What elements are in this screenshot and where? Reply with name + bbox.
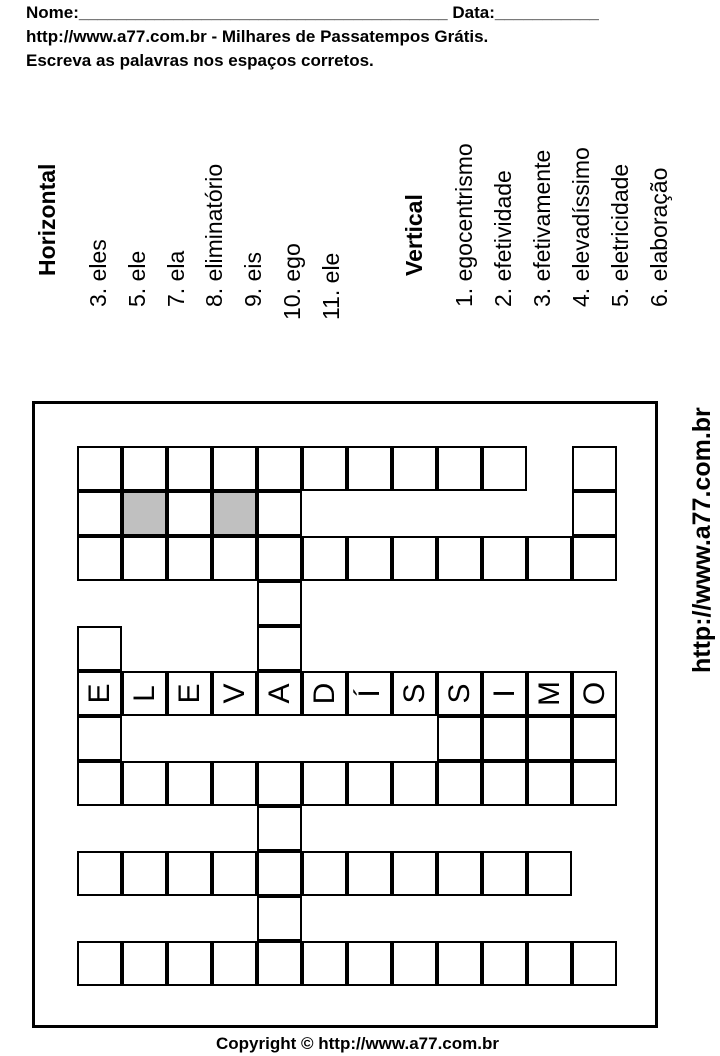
crossword-cell[interactable] [122, 536, 167, 581]
crossword-cell[interactable] [122, 851, 167, 896]
cell-letter: L [127, 685, 161, 702]
vertical-clue: 6. elaboração [646, 167, 672, 307]
crossword-cell[interactable] [257, 536, 302, 581]
crossword-cell[interactable] [527, 671, 572, 716]
crossword-cell[interactable] [122, 446, 167, 491]
crossword-cell[interactable] [392, 851, 437, 896]
crossword-cell[interactable] [392, 761, 437, 806]
crossword-cell[interactable] [77, 716, 122, 761]
crossword-cell[interactable] [257, 806, 302, 851]
crossword-cell[interactable] [437, 716, 482, 761]
site-line: http://www.a77.com.br - Milhares de Passatempos Grátis. [26, 27, 489, 46]
crossword-cell[interactable] [122, 671, 167, 716]
crossword-cell[interactable] [347, 941, 392, 986]
instructions: Escreva as palavras nos espaços corretos. [26, 51, 374, 70]
crossword-cell[interactable] [257, 626, 302, 671]
crossword-cell[interactable] [122, 491, 167, 536]
crossword-cell[interactable] [347, 536, 392, 581]
crossword-cell[interactable] [437, 536, 482, 581]
crossword-cell[interactable] [527, 536, 572, 581]
crossword-cell[interactable] [167, 671, 212, 716]
crossword-cell[interactable] [212, 851, 257, 896]
side-url: http://www.a77.com.br [688, 407, 716, 673]
vertical-clue: 5. eletricidade [607, 163, 633, 307]
cell-letter: S [442, 683, 476, 704]
cell-letter: M [532, 681, 566, 706]
crossword-cell[interactable] [437, 446, 482, 491]
crossword-cell[interactable] [167, 941, 212, 986]
crossword-cell[interactable] [257, 851, 302, 896]
horizontal-clue: 8. eliminatório [201, 163, 227, 307]
crossword-cell[interactable] [122, 941, 167, 986]
cell-letter: O [577, 681, 611, 706]
crossword-cell[interactable] [257, 671, 302, 716]
vertical-clue: 1. egocentrismo [451, 143, 477, 307]
crossword-cell[interactable] [572, 536, 617, 581]
crossword-cell[interactable] [572, 671, 617, 716]
horizontal-clue: 11. ele [318, 252, 344, 320]
crossword-cell[interactable] [77, 941, 122, 986]
crossword-cell[interactable] [572, 716, 617, 761]
crossword-cell[interactable] [437, 851, 482, 896]
crossword-cell[interactable] [77, 536, 122, 581]
crossword-cell[interactable] [302, 671, 347, 716]
crossword-cell[interactable] [77, 761, 122, 806]
crossword-cell[interactable] [77, 446, 122, 491]
crossword-cell[interactable] [482, 761, 527, 806]
vertical-clue: 2. efetividade [490, 170, 516, 307]
crossword-cell[interactable] [167, 761, 212, 806]
crossword-cell[interactable] [167, 851, 212, 896]
crossword-cell[interactable] [77, 626, 122, 671]
crossword-cell[interactable] [167, 446, 212, 491]
horizontal-clue: 9. eis [240, 252, 266, 307]
crossword-cell[interactable] [572, 761, 617, 806]
crossword-cell[interactable] [257, 491, 302, 536]
crossword-cell[interactable] [257, 941, 302, 986]
crossword-cell[interactable] [392, 536, 437, 581]
crossword-cell[interactable] [167, 491, 212, 536]
crossword-cell[interactable] [437, 761, 482, 806]
crossword-cell[interactable] [212, 761, 257, 806]
cell-letter: E [82, 683, 116, 704]
crossword-cell[interactable] [302, 761, 347, 806]
crossword-cell[interactable] [302, 851, 347, 896]
crossword-cell[interactable] [257, 896, 302, 941]
crossword-cell[interactable] [167, 536, 212, 581]
cell-letter: I [487, 689, 521, 698]
crossword-cell[interactable] [482, 671, 527, 716]
cell-letter: V [217, 683, 251, 704]
horizontal-clue: 3. eles [85, 239, 111, 307]
crossword-cell[interactable] [347, 851, 392, 896]
crossword-cell[interactable] [257, 761, 302, 806]
crossword-cell[interactable] [212, 941, 257, 986]
crossword-cell[interactable] [77, 491, 122, 536]
crossword-cell[interactable] [482, 536, 527, 581]
crossword-cell[interactable] [572, 491, 617, 536]
crossword-cell[interactable] [257, 446, 302, 491]
horizontal-clue: 5. ele [124, 250, 150, 307]
cell-letter: E [172, 683, 206, 704]
crossword-cell[interactable] [212, 491, 257, 536]
crossword-cell[interactable] [437, 671, 482, 716]
name-date-line: Nome:_______________________________________ Data:___________ [26, 3, 599, 22]
crossword-cell[interactable] [347, 671, 392, 716]
crossword-cell[interactable] [302, 536, 347, 581]
crossword-cell[interactable] [482, 446, 527, 491]
copyright-footer: Copyright © http://www.a77.com.br [216, 1034, 499, 1053]
horizontal-clue: 7. ela [163, 250, 189, 307]
crossword-cell[interactable] [527, 851, 572, 896]
cell-letter: D [307, 682, 341, 705]
crossword-cell[interactable] [482, 941, 527, 986]
crossword-cell[interactable] [347, 446, 392, 491]
vertical-clue: 4. elevadíssimo [568, 147, 594, 307]
crossword-cell[interactable] [482, 851, 527, 896]
crossword-cell[interactable] [302, 941, 347, 986]
cell-letter: S [397, 683, 431, 704]
vertical-title: Vertical [401, 194, 427, 276]
crossword-cell[interactable] [212, 671, 257, 716]
horizontal-clue: 10. ego [279, 243, 305, 320]
crossword-cell[interactable] [77, 851, 122, 896]
crossword-cell[interactable] [77, 671, 122, 716]
crossword-cell[interactable] [437, 941, 482, 986]
crossword-cell[interactable] [302, 446, 347, 491]
crossword-cell[interactable] [212, 536, 257, 581]
cell-letter: A [262, 683, 296, 704]
crossword-cell[interactable] [392, 941, 437, 986]
crossword-cell[interactable] [257, 581, 302, 626]
crossword-cell[interactable] [527, 761, 572, 806]
crossword-cell[interactable] [527, 716, 572, 761]
cell-letter: Í [352, 689, 386, 698]
crossword-cell[interactable] [212, 446, 257, 491]
crossword-cell[interactable] [392, 671, 437, 716]
crossword-cell[interactable] [572, 446, 617, 491]
crossword-cell[interactable] [392, 446, 437, 491]
crossword-cell[interactable] [572, 941, 617, 986]
crossword-cell[interactable] [482, 716, 527, 761]
vertical-clue: 3. efetivamente [529, 149, 555, 307]
crossword-cell[interactable] [527, 941, 572, 986]
horizontal-title: Horizontal [34, 163, 60, 276]
crossword-cell[interactable] [122, 761, 167, 806]
crossword-cell[interactable] [347, 761, 392, 806]
